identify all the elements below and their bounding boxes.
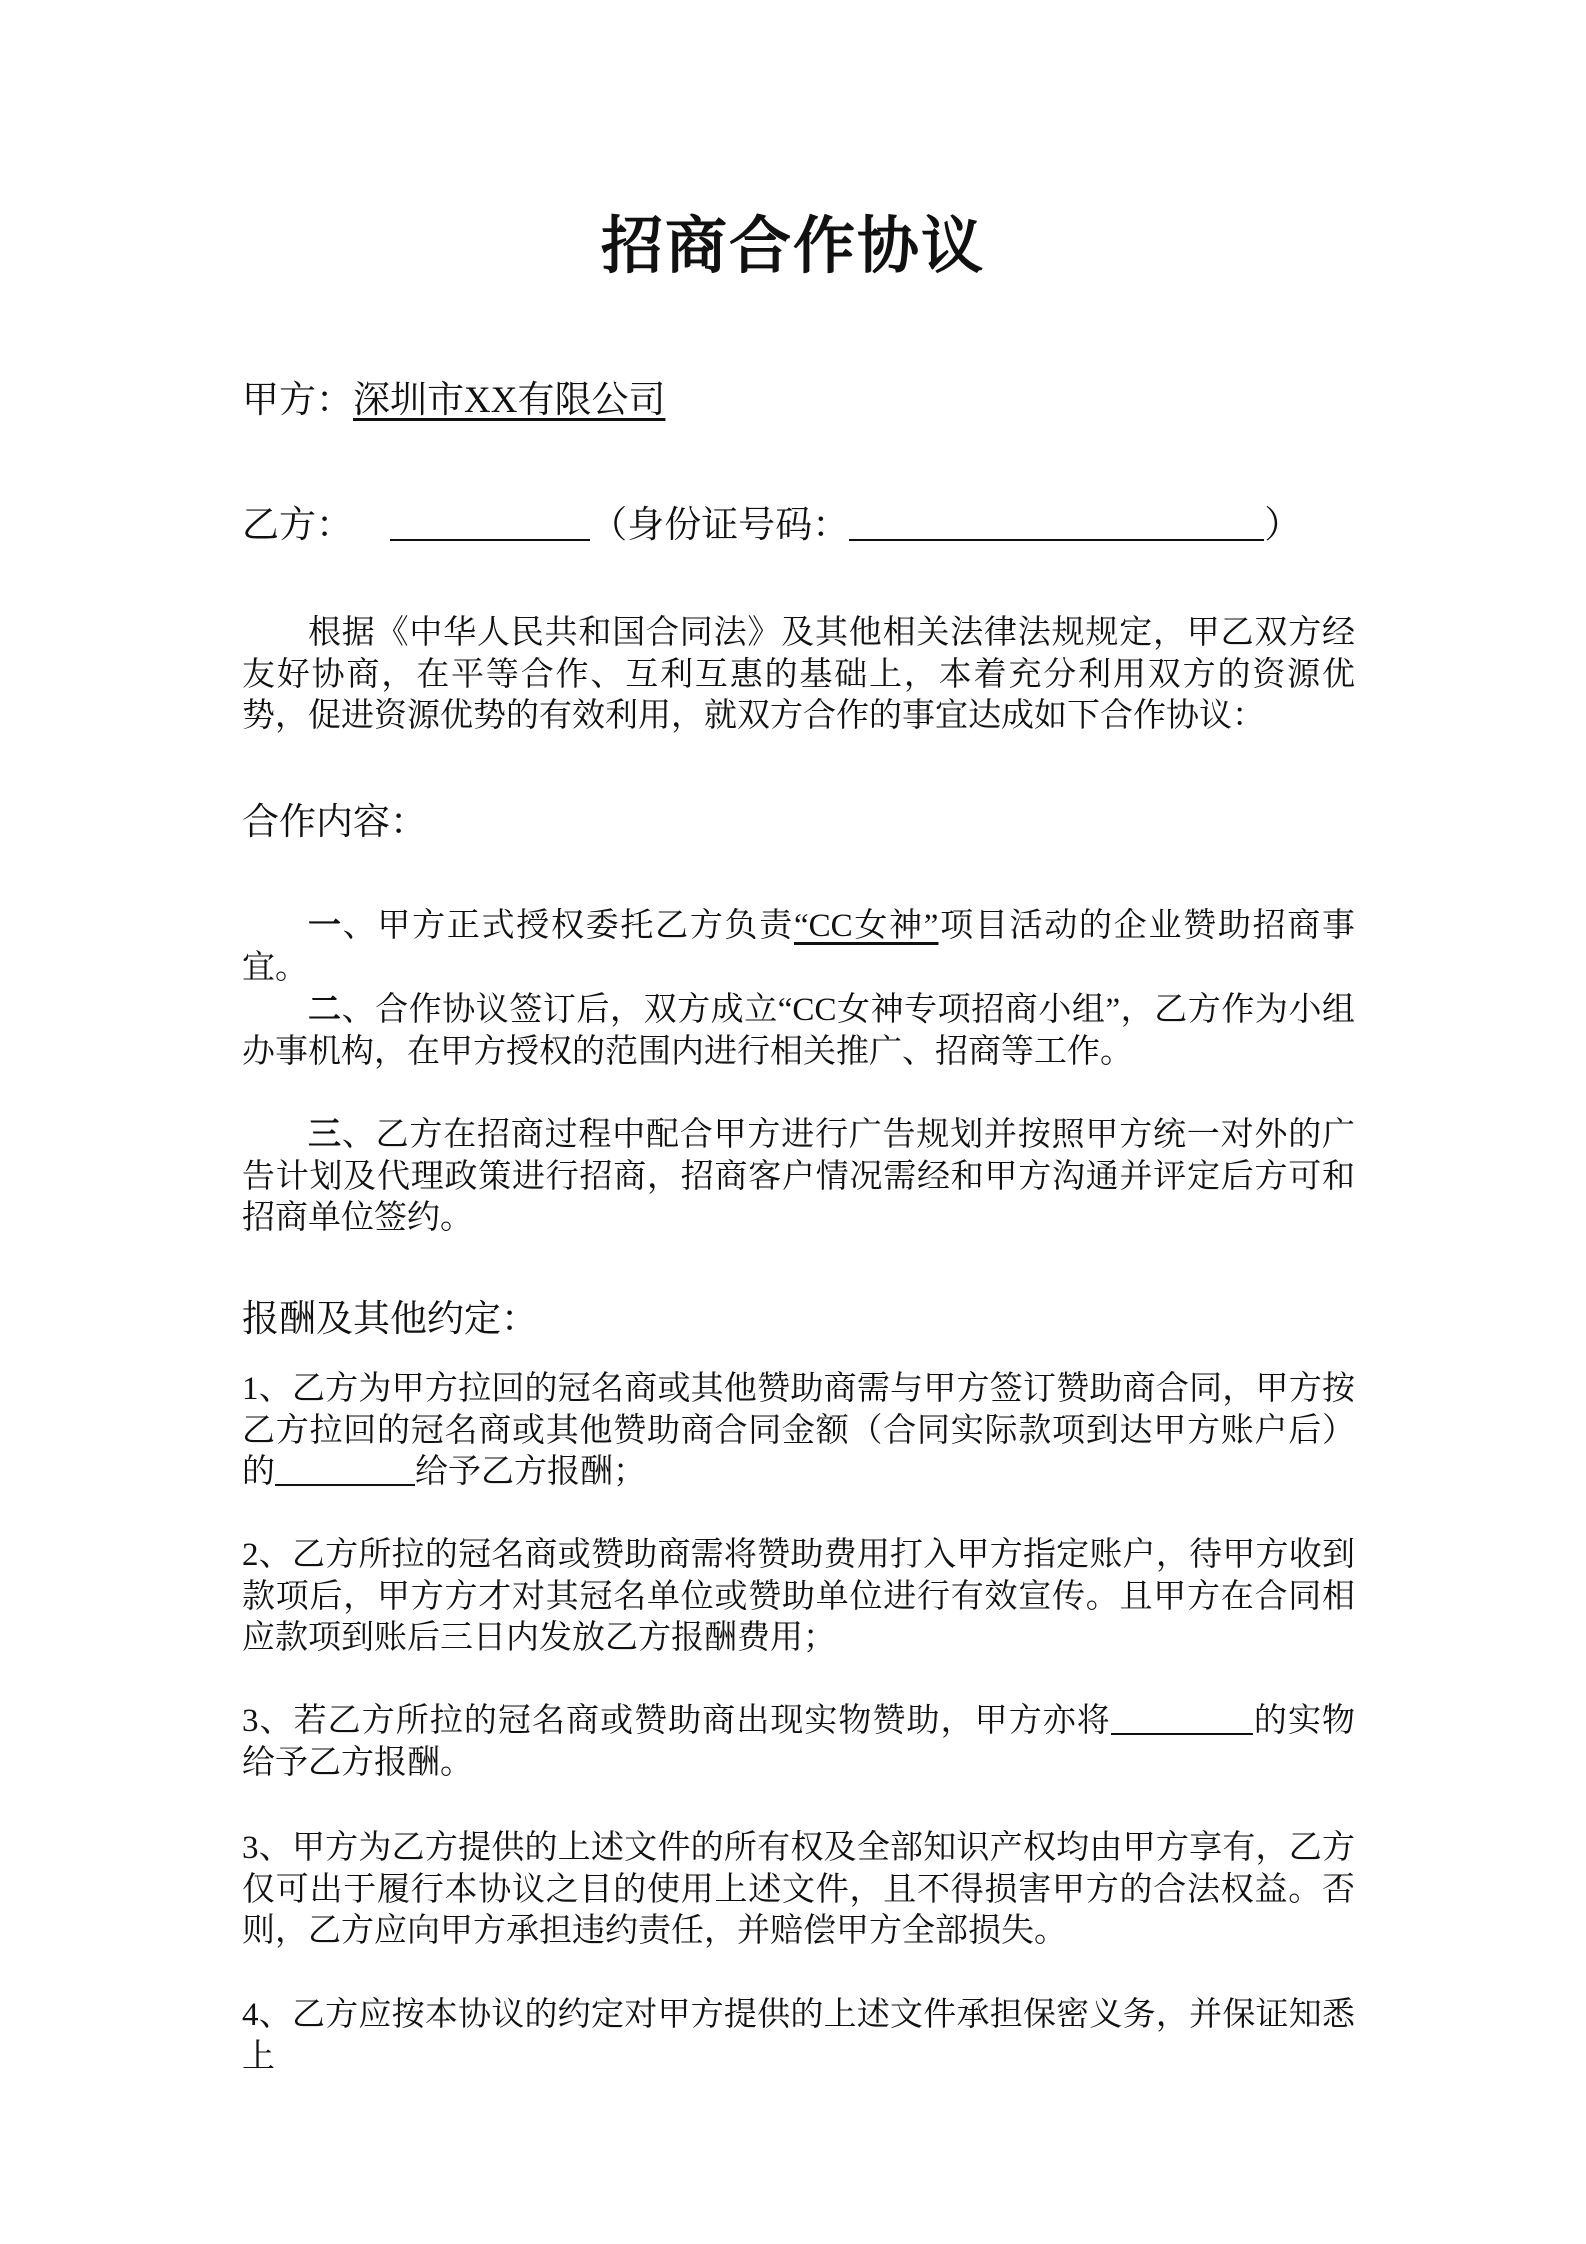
intro-paragraph: 根据《中华人民共和国合同法》及其他相关法律法规规定，甲乙双方经友好协商，在平等合作、互利互惠的基础上，本着充分利用双方的资源优势，促进资源优势的有效利用，就双方合作的事宜达成如下合作协议：: [242, 615, 1355, 734]
party-a: [242, 380, 1355, 422]
party-a-label: 甲方：: [242, 380, 353, 421]
item-text: 、乙方在招商过程中配合甲方进行广告规划并按照甲方统一对外的广告计划及代理政策进行招商，招商客户情况需经和甲方沟通并评定后方可和招商单位签约。: [242, 1117, 1356, 1236]
remuneration-item-5: 4、乙方应按本协议的约定对甲方提供的上述文件承担保密义务，并保证知悉上: [242, 1997, 1355, 2075]
item-text: 3、若乙方所拉的冠名商或赞助商出现实物赞助，甲方亦将: [242, 1703, 1111, 1739]
item-text: 1、乙方为甲方拉回的冠名商或其他赞助商需与甲方签订赞助商合同，甲方按乙方拉回的冠名商或其他赞助商合同金额（合同实际款项到达甲方账户后）的: [242, 1371, 1355, 1490]
party-b-id-label: （身份证号码：: [590, 505, 850, 546]
party-a-name: 深圳市XX有限公司: [353, 380, 666, 421]
remuneration-item-2: 2、乙方所拉的冠名商或赞助商需将赞助费用打入甲方指定账户，待甲方收到款项后，甲方方才对其冠名单位或赞助单位进行有效宣传。且甲方在合同相应款项到账后三日内发放乙方报酬费用；: [242, 1537, 1355, 1656]
item-text: 项目活动的企业赞助招商事宜。: [242, 908, 1356, 986]
party-b: [242, 505, 1355, 547]
item-number: 三: [308, 1117, 342, 1153]
item-text: 、甲方正式授权委托乙方负责: [342, 908, 794, 944]
party-b-id-close: ）: [1264, 505, 1302, 546]
party-b-id-blank[interactable]: [849, 509, 1264, 541]
remuneration-item-3: [242, 1701, 1355, 1784]
in-kind-ratio-blank[interactable]: [1111, 1703, 1253, 1735]
section-heading-cooperation: 合作内容：: [242, 802, 427, 843]
party-b-name-blank[interactable]: [390, 509, 590, 541]
document-title: 招商合作协议: [600, 213, 985, 281]
item-number: 二: [308, 992, 342, 1028]
item-text: 给予乙方报酬；: [415, 1454, 646, 1490]
remuneration-item-4: 3、甲方为乙方提供的上述文件的所有权及全部知识产权均由甲方享有，乙方仅可出于履行本协议之目的使用上述文件，且不得损害甲方的合法权益。否则，乙方应向甲方承担违约责任，并赔偿甲方全部损失。: [242, 1830, 1355, 1949]
item-text: 的实物给予乙方报酬。: [242, 1703, 1356, 1781]
item-number: 一: [308, 908, 343, 944]
item-text: 、合作协议签订后，双方成立“CC女神专项招商小组”，乙方作为小组办事机构，在甲方授权的范围内进行相关推广、招商等工作。: [242, 992, 1355, 1070]
remuneration-item-1: [242, 1369, 1355, 1494]
percentage-blank[interactable]: [275, 1454, 415, 1486]
cooperation-item-2: [242, 990, 1355, 1073]
party-b-label: 乙方：: [242, 505, 353, 546]
project-name: “CC女神”: [794, 908, 939, 944]
cooperation-item-1: [242, 906, 1355, 989]
section-heading-remuneration: 报酬及其他约定：: [242, 1299, 538, 1340]
cooperation-item-3: [242, 1115, 1355, 1240]
